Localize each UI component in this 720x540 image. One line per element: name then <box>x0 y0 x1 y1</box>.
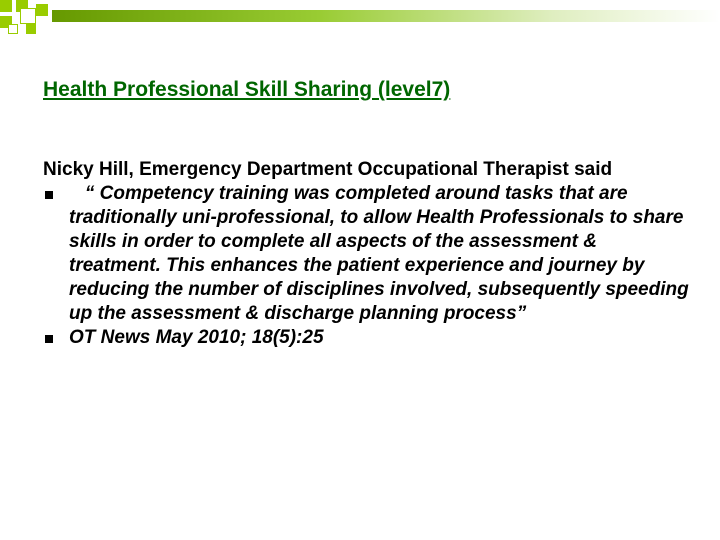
intro-text: Nicky Hill, Emergency Department Occupational Therapist said <box>43 159 613 180</box>
slide-body <box>43 158 693 350</box>
square-bullet-icon <box>45 335 53 343</box>
decorative-square-outline <box>8 24 18 34</box>
quote-text: “ Competency training was completed around tasks that are traditionally uni-professional, to allow Health Professionals to share skills in order to complete all aspects of the assessment & treatment. This enhances the patient experience and journey by reducing the number of disciplines involved, subsequently speeding up the assessment & discharge planning process” <box>69 183 694 324</box>
list-item <box>43 326 693 350</box>
bullet-list <box>43 182 693 350</box>
citation-text: OT News May 2010; 18(5):25 <box>69 327 324 348</box>
square-bullet-icon <box>45 191 53 199</box>
decorative-square-outline <box>20 8 36 24</box>
slide-title: Health Professional Skill Sharing (level7) <box>43 78 451 101</box>
decorative-square <box>36 4 48 16</box>
header-gradient-bar <box>52 10 720 22</box>
list-item <box>43 182 693 326</box>
decorative-square <box>0 0 12 12</box>
decorative-square <box>26 24 36 34</box>
